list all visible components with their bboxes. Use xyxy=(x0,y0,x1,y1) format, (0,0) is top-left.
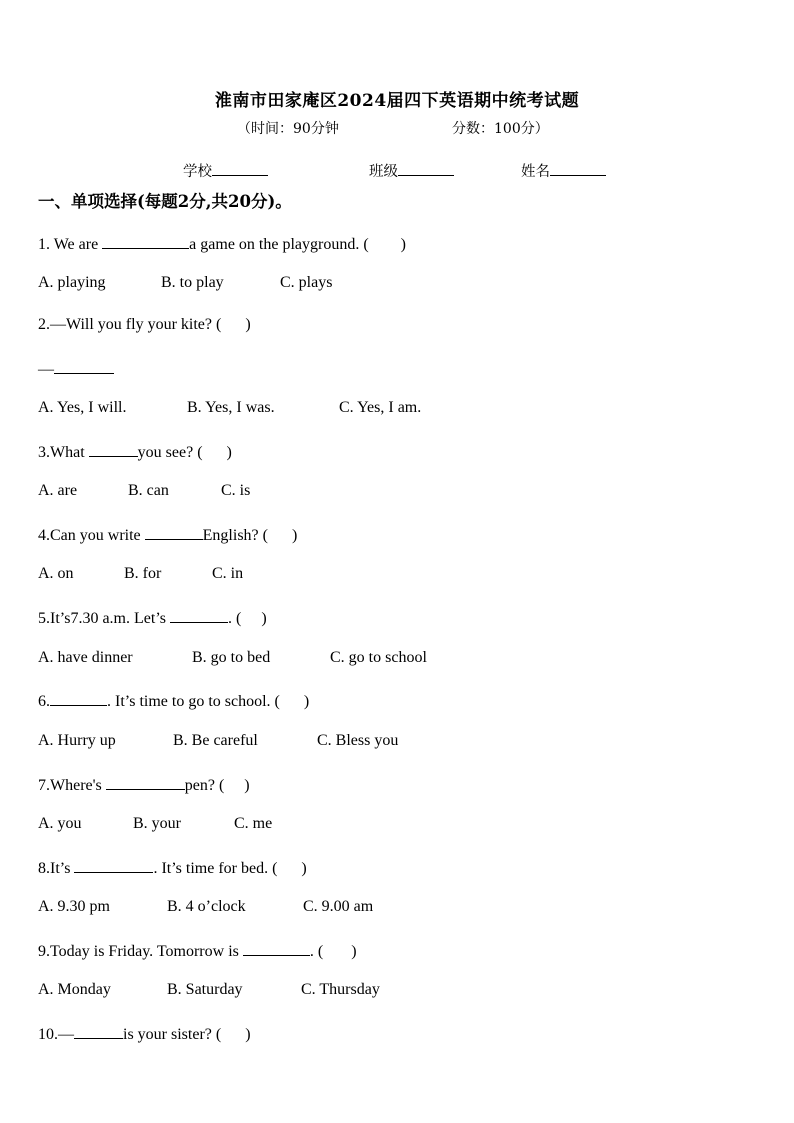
page-title: 淮南市田家庵区2024届四下英语期中统考试题 xyxy=(214,91,580,111)
option-a[interactable]: A. 9.30 pm xyxy=(38,898,110,915)
option-a[interactable]: A. Monday xyxy=(38,981,111,998)
question-text: 3.What xyxy=(38,444,89,461)
question-text: 7.Where's xyxy=(38,777,106,794)
question-10 xyxy=(38,1023,251,1044)
option-c[interactable]: C. Thursday xyxy=(301,981,380,998)
option-b[interactable]: B. 4 o’clock xyxy=(167,898,246,915)
class-field[interactable] xyxy=(369,160,454,181)
dash: — xyxy=(38,361,54,378)
option-c[interactable]: C. is xyxy=(221,482,251,499)
question-text: 5.It’s7.30 a.m. Let’s xyxy=(38,610,170,627)
question-2 xyxy=(38,316,251,334)
option-b[interactable]: B. go to bed xyxy=(192,649,271,666)
answer-blank[interactable] xyxy=(170,607,228,623)
exam-time: （时间：90分钟 xyxy=(237,121,339,137)
question-text: 8.It’s xyxy=(38,860,75,877)
question-8 xyxy=(38,857,307,878)
option-b[interactable]: B. Be careful xyxy=(173,732,258,749)
question-text: 6. xyxy=(38,693,50,710)
question-text: a game on the playground. ( ) xyxy=(189,236,406,253)
school-label: 学校 xyxy=(183,164,212,180)
name-blank[interactable] xyxy=(550,161,606,176)
exam-score: 分数：100分） xyxy=(452,121,549,137)
question-text: . It’s time for bed. ( ) xyxy=(153,860,307,877)
question-text: 9.Today is Friday. Tomorrow is xyxy=(38,943,243,960)
question-text: 4.Can you write xyxy=(38,527,145,544)
question-text: English? ( ) xyxy=(202,527,298,544)
question-1 xyxy=(38,233,406,254)
option-b[interactable]: B. your xyxy=(133,815,181,832)
option-a[interactable]: A. you xyxy=(38,815,82,832)
question-3 xyxy=(38,441,232,462)
answer-blank[interactable] xyxy=(50,690,107,706)
option-b[interactable]: B. for xyxy=(124,565,162,582)
option-b[interactable]: B. to play xyxy=(161,274,224,291)
option-a[interactable]: A. playing xyxy=(38,274,106,291)
option-c[interactable]: C. go to school xyxy=(330,649,427,666)
option-c[interactable]: C. plays xyxy=(280,274,333,291)
option-b[interactable]: B. Yes, I was. xyxy=(187,399,275,416)
option-a[interactable]: A. on xyxy=(38,565,74,582)
answer-blank[interactable] xyxy=(89,441,138,457)
answer-blank[interactable] xyxy=(243,940,310,956)
question-7 xyxy=(38,774,250,795)
name-field[interactable] xyxy=(521,160,606,181)
option-b[interactable]: B. can xyxy=(128,482,169,499)
option-c[interactable]: C. Yes, I am. xyxy=(339,399,422,416)
option-a[interactable]: A. are xyxy=(38,482,78,499)
class-label: 班级 xyxy=(369,164,398,180)
option-a[interactable]: A. have dinner xyxy=(38,649,133,666)
option-a[interactable]: A. Hurry up xyxy=(38,732,116,749)
option-c[interactable]: C. in xyxy=(212,565,244,582)
answer-blank[interactable] xyxy=(54,358,114,374)
question-5 xyxy=(38,607,267,628)
question-6 xyxy=(38,690,309,711)
school-field[interactable] xyxy=(183,160,268,181)
answer-blank[interactable] xyxy=(145,524,203,540)
question-text: is your sister? ( ) xyxy=(123,1026,251,1043)
option-c[interactable]: C. me xyxy=(234,815,273,832)
question-4 xyxy=(38,524,297,545)
answer-blank[interactable] xyxy=(74,857,153,873)
question-text: 2.—Will you fly your kite? ( ) xyxy=(38,316,251,333)
option-b[interactable]: B. Saturday xyxy=(167,981,243,998)
question-text: you see? ( ) xyxy=(137,444,232,461)
class-blank[interactable] xyxy=(398,161,454,176)
answer-blank[interactable] xyxy=(106,774,185,790)
option-c[interactable]: C. Bless you xyxy=(317,732,399,749)
question-text: . ( ) xyxy=(309,943,357,960)
answer-blank[interactable] xyxy=(74,1023,123,1039)
name-label: 姓名 xyxy=(521,164,550,180)
answer-blank[interactable] xyxy=(102,233,189,249)
question-text: . It’s time to go to school. ( ) xyxy=(107,693,310,710)
option-a[interactable]: A. Yes, I will. xyxy=(38,399,127,416)
question-text: 1. We are xyxy=(38,236,103,253)
question-9 xyxy=(38,940,357,961)
question-text: 10.— xyxy=(38,1026,74,1043)
question-text: pen? ( ) xyxy=(184,777,250,794)
option-c[interactable]: C. 9.00 am xyxy=(303,898,374,915)
question-2-answer-line xyxy=(38,358,114,379)
school-blank[interactable] xyxy=(212,161,268,176)
section-heading: 一、单项选择(每题2分,共20分)。 xyxy=(38,192,292,211)
question-text: . ( ) xyxy=(227,610,267,627)
